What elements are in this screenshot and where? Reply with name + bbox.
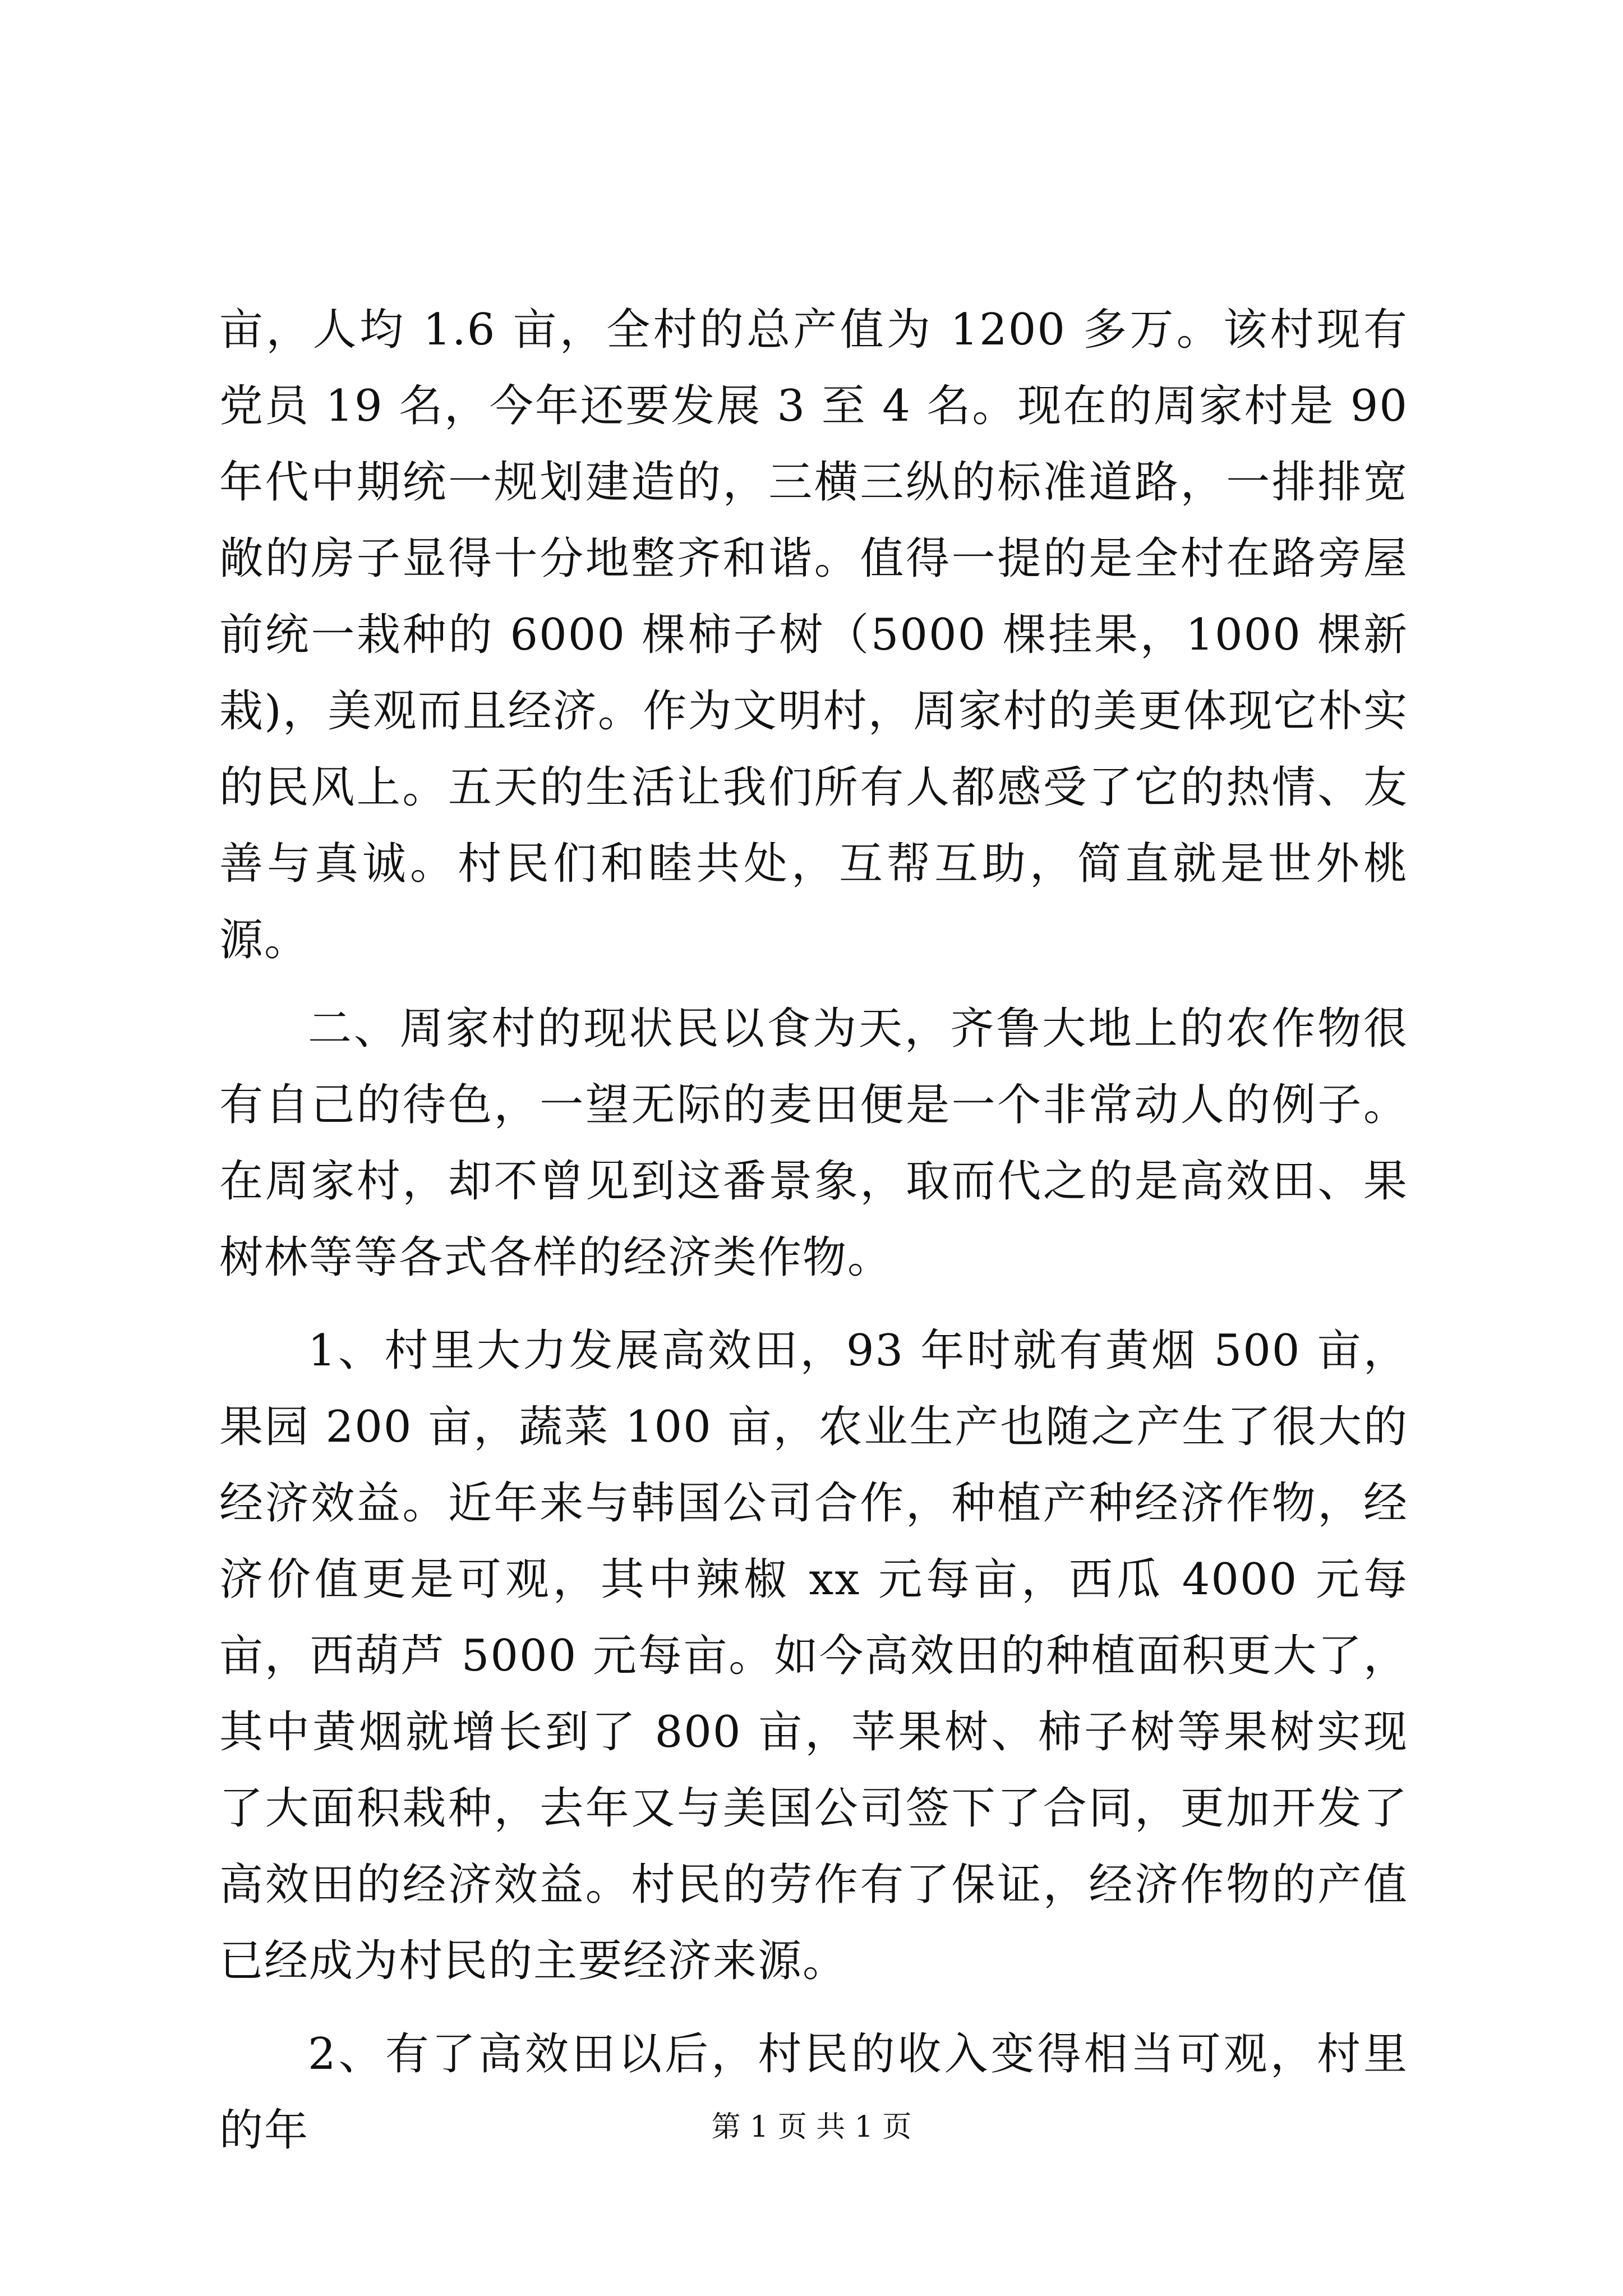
paragraph-item-one-high-yield-fields: 1、村里大力发展高效田，93 年时就有黄烟 500 亩，果园 200 亩，蔬菜 100 亩，农业生产也随之产生了很大的经济效益。近年来与韩国公司合作，种植产种经济作物，经济价值更是可观，其中辣椒 xx 元每亩，西瓜 4000 元每亩，西葫芦 5000 元每亩。如今高效田的种植面积更大了，其中黄烟就增长到了 800 亩，苹果树、柿子树等果树实现了大面积栽种，去年又与美国公司签下了合同，更加开发了高效田的经济效益。村民的劳作有了保证，经济作物的产值已经成为村民的主要经济来源。 [219,1326,1408,1986]
page-number-label: 第 1 页 共 1 页 [711,2110,912,2144]
paragraph-item-two-income: 2、有了高效田以后，村民的收入变得相当可观，村里的年 [219,2029,1408,2156]
paragraph-section-two-status: 二、周家村的现状民以食为天，齐鲁大地上的农作物很有自己的待色，一望无际的麦田便是一个非常动人的例子。在周家村，却不曾见到这番景象，取而代之的是高效田、果树林等等各式各样的经济类作物。 [219,1004,1408,1283]
page-footer [0,2109,1623,2145]
document-body [219,292,1408,2169]
paragraph-village-overview: 亩，人均 1.6 亩，全村的总产值为 1200 多万。该村现有党员 19 名，今年还要发展 3 至 4 名。现在的周家村是 90 年代中期统一规划建造的，三横三纵的标准道路，一排排宽敞的房子显得十分地整齐和谐。值得一提的是全村在路旁屋前统一栽种的 6000 棵柿子树（5000 棵挂果，1000 棵新栽)，美观而且经济。作为文明村，周家村的美更体现它朴实的民风上。五天的生活让我们所有人都感受了它的热情、友善与真诚。村民们和睦共处，互帮互助，简直就是世外桃源。 [219,305,1408,965]
